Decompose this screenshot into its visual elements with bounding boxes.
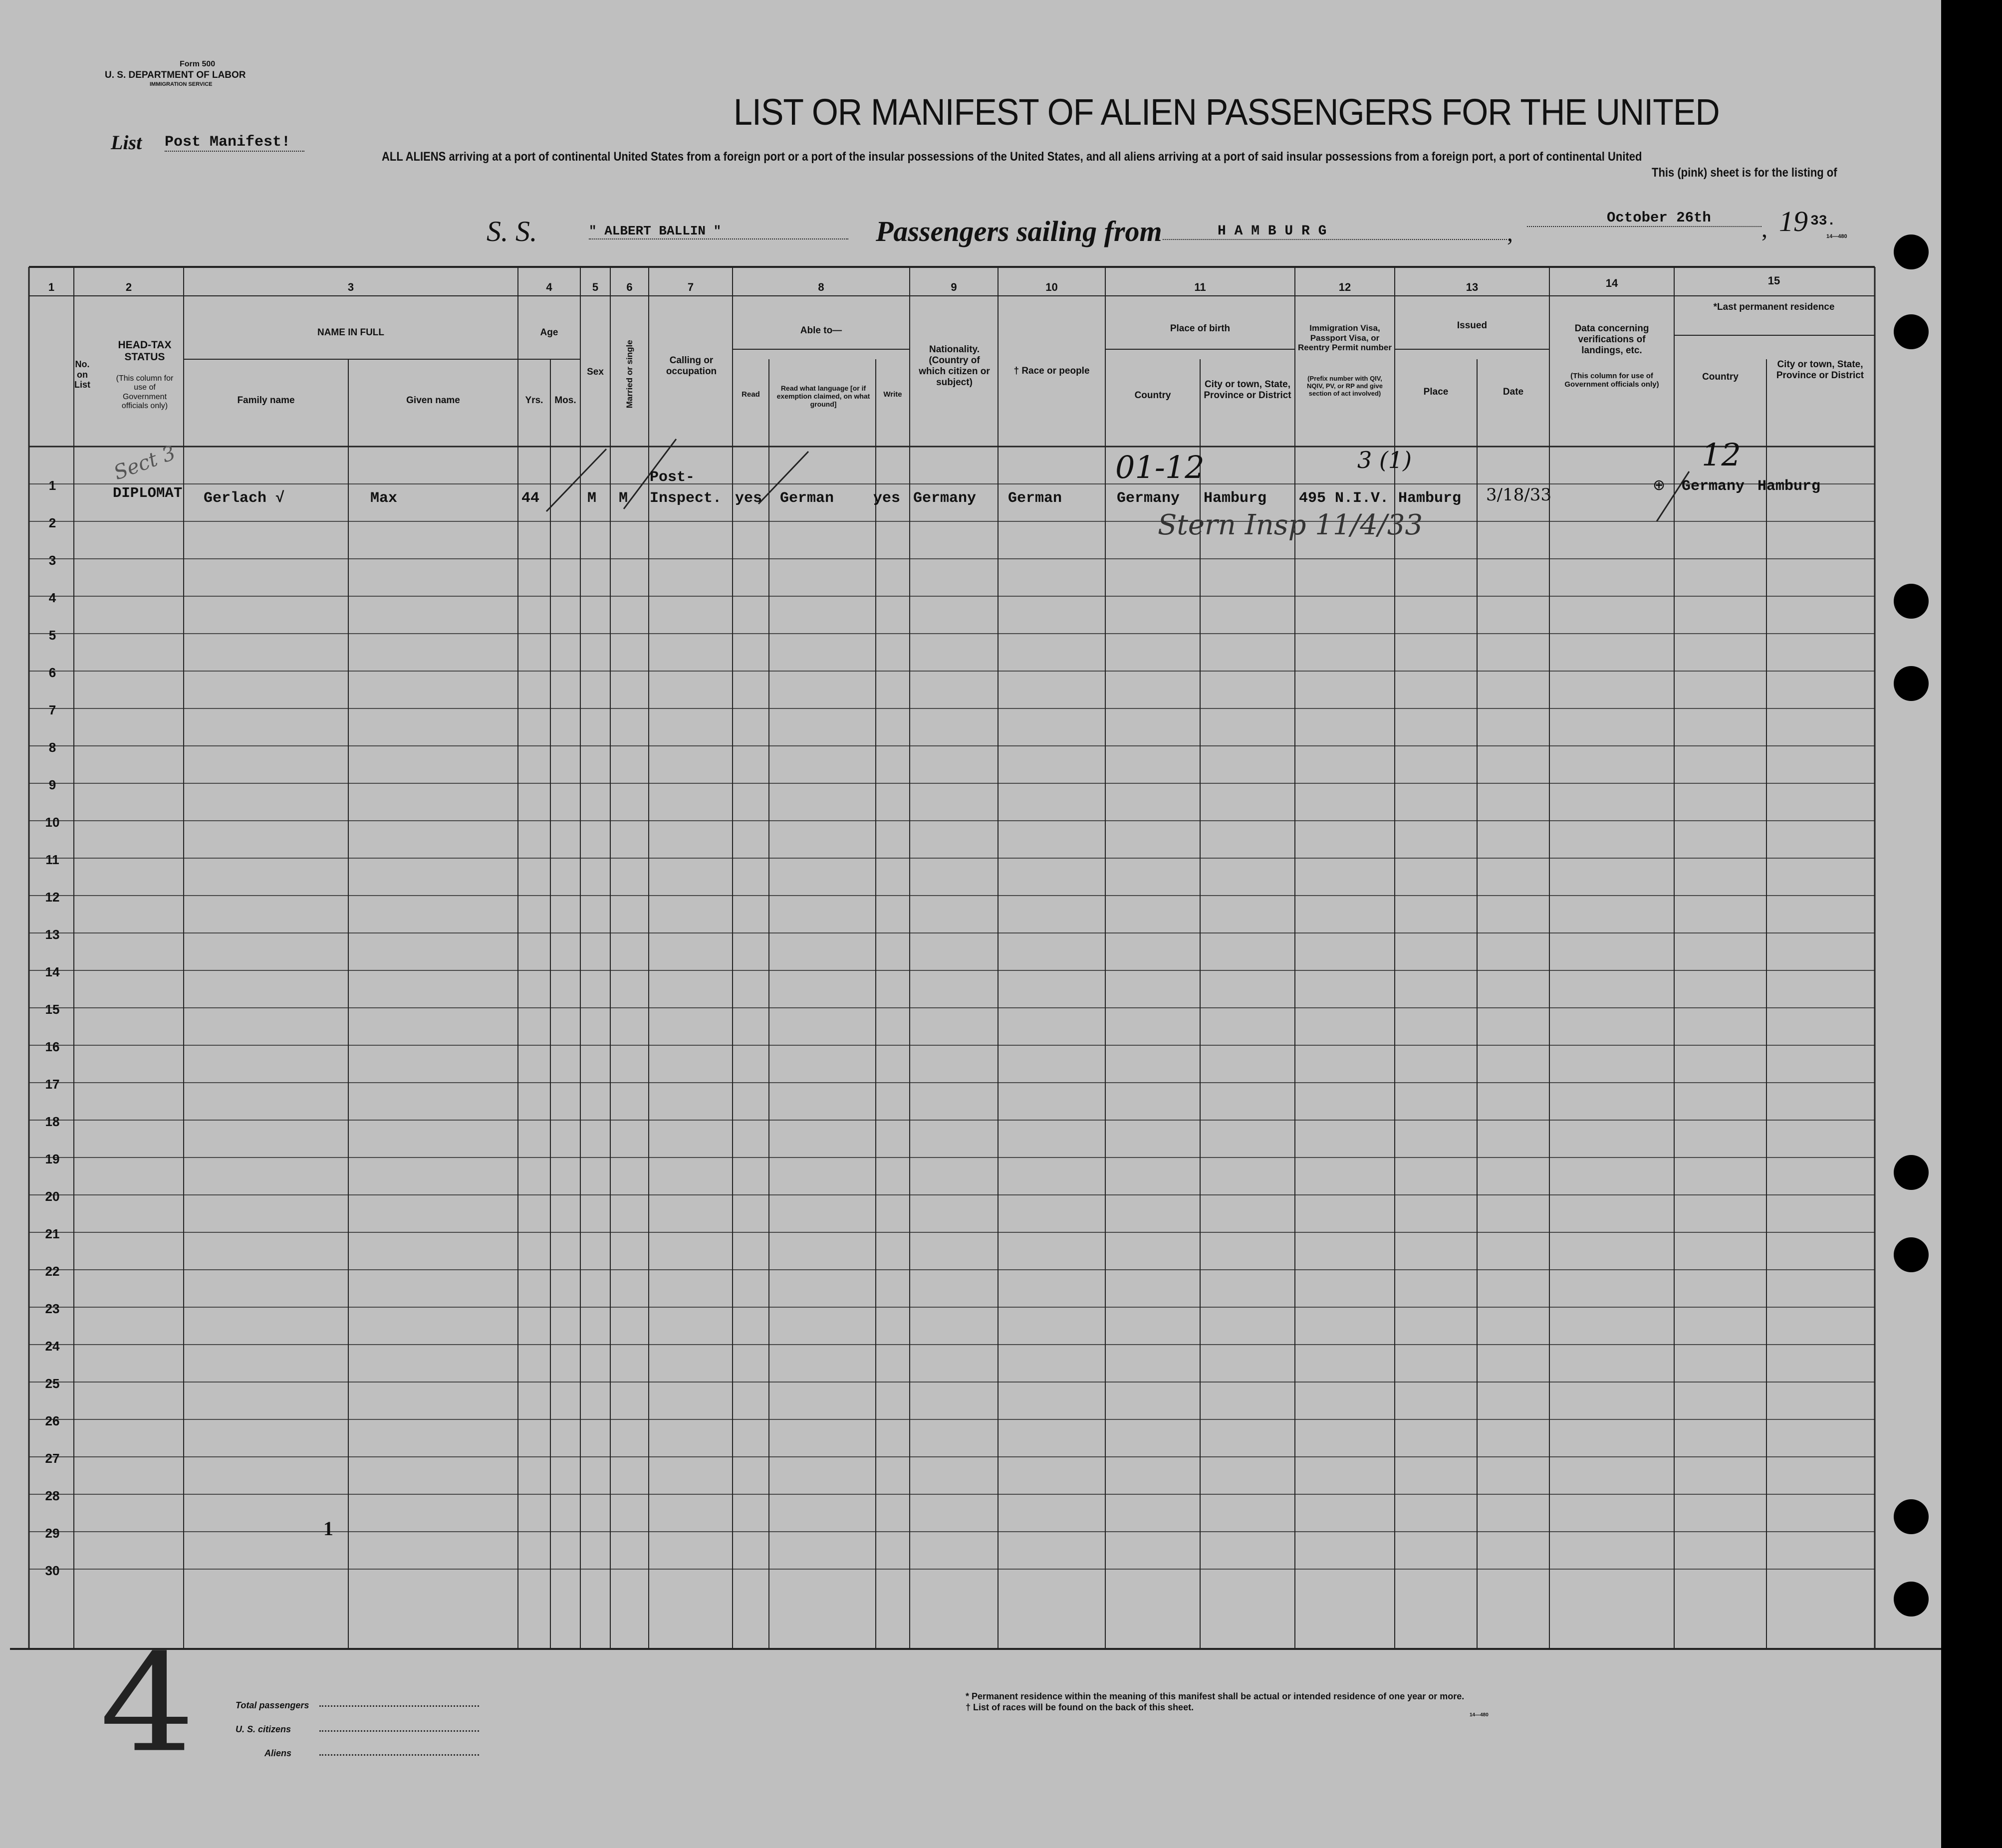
- inspector-stamp: Stern Insp 11/4/33: [1158, 509, 1423, 541]
- nationality: Germany: [913, 490, 977, 507]
- service-name: IMMIGRATION SERVICE: [150, 81, 213, 87]
- row-number: 12: [45, 890, 60, 905]
- header-mos: Mos.: [554, 395, 576, 406]
- issued-date: 3/18/33: [1486, 485, 1552, 505]
- col-num-10: 10: [1045, 281, 1058, 293]
- col-num-7: 7: [687, 281, 694, 293]
- row-number: 21: [45, 1226, 60, 1241]
- birth-country: Germany: [1117, 490, 1180, 507]
- header-name-in-full: NAME IN FULL: [317, 327, 385, 338]
- col-num-14: 14: [1605, 277, 1618, 289]
- title-instructions-2: This (pink) sheet is for the listing of: [1652, 166, 1837, 180]
- row-number: 14: [45, 964, 60, 979]
- col-num-3: 3: [347, 281, 354, 293]
- given-name: Max: [370, 490, 398, 507]
- row-number: 2: [48, 515, 56, 530]
- col-num-6: 6: [626, 281, 633, 293]
- col-num-8: 8: [818, 281, 824, 293]
- year-suffix: 33.: [1810, 214, 1836, 229]
- header-sex: Sex: [587, 367, 604, 377]
- header-able-to: Able to—: [800, 325, 842, 336]
- col-num-13: 13: [1466, 281, 1479, 293]
- header-place-of-birth: Place of birth: [1170, 323, 1231, 334]
- read-language: German: [780, 490, 834, 507]
- row-number: 5: [48, 628, 56, 643]
- row-number: 1: [48, 478, 56, 493]
- header-read: Read: [742, 390, 760, 399]
- row-number: 17: [45, 1077, 60, 1092]
- row-number: 8: [48, 740, 56, 755]
- header-birth-city: City or town, State, Province or District: [1204, 379, 1291, 401]
- row-number: 26: [45, 1413, 60, 1428]
- header-given-name: Given name: [406, 395, 460, 406]
- comma-2: ,: [1761, 216, 1767, 242]
- header-issued-place: Place: [1423, 387, 1449, 397]
- row-number: 25: [45, 1376, 60, 1391]
- race: German: [1008, 490, 1062, 507]
- row-number: 3: [48, 553, 56, 568]
- sailing-label: Passengers sailing from: [876, 215, 1162, 247]
- aliens-field: [319, 1754, 479, 1756]
- row-number: 7: [48, 702, 56, 717]
- ss-label: S. S.: [487, 215, 537, 247]
- footer-code: 14—480: [1470, 1712, 1489, 1718]
- age-years: 44: [521, 490, 540, 507]
- visa-annotation: 3 (1): [1357, 447, 1412, 473]
- header-head-tax-note: (This column for use of Government officials only): [116, 374, 174, 411]
- title-instructions: ALL ALIENS arriving at a port of continental United States from a foreign port or a port of the insular possessions of the United States, and all aliens arriving at a port of said insular possessions from a foreign port, a port of continental United: [382, 150, 1642, 164]
- punch-hole: [1894, 1155, 1929, 1190]
- row-number: 28: [45, 1488, 60, 1503]
- sex: M: [587, 490, 597, 507]
- issued-place: Hamburg: [1398, 490, 1462, 507]
- row-number: 20: [45, 1189, 60, 1204]
- residence-city: Hamburg: [1757, 478, 1821, 495]
- header-age: Age: [540, 327, 558, 338]
- row-number: 6: [48, 665, 56, 680]
- row-number: 16: [45, 1039, 60, 1054]
- header-issued: Issued: [1457, 320, 1488, 331]
- punch-hole: [1894, 1237, 1929, 1272]
- total-passengers-label: Total passengers: [236, 1700, 309, 1710]
- can-write: yes: [873, 490, 901, 507]
- verification-mark: ⊕: [1653, 477, 1666, 493]
- col-num-5: 5: [592, 281, 599, 293]
- punch-hole: [1894, 314, 1929, 349]
- row-number: 9: [48, 777, 56, 792]
- header-last-residence: *Last permanent residence: [1713, 302, 1835, 312]
- comma-1: ,: [1507, 220, 1513, 246]
- header-calling: Calling or occupation: [666, 355, 717, 377]
- can-read: yes: [735, 490, 762, 507]
- head-tax-status: DIPLOMAT: [113, 485, 183, 501]
- corner-code: 14—480: [1826, 233, 1847, 239]
- col-num-12: 12: [1338, 281, 1351, 293]
- form-number: Form 500: [180, 60, 216, 68]
- header-issued-date: Date: [1502, 387, 1524, 397]
- row-number: 30: [45, 1563, 60, 1578]
- punch-hole: [1894, 666, 1929, 701]
- footer-note-races: † List of races will be found on the back of this sheet.: [966, 1702, 1194, 1712]
- punch-hole: [1894, 234, 1929, 269]
- birth-city: Hamburg: [1204, 490, 1267, 507]
- row-number: 11: [45, 852, 59, 867]
- header-verification-note: (This column for use of Government officials only): [1564, 372, 1659, 389]
- header-write: Write: [883, 390, 902, 399]
- corner-number: 4: [100, 1625, 195, 1782]
- binding-edge: [1944, 0, 2002, 1848]
- punch-hole: [1894, 584, 1929, 619]
- birth-code-annotation: 01-12: [1115, 449, 1205, 485]
- row-number: 15: [45, 1002, 60, 1017]
- header-verification: Data concerning verifications of landings, etc.: [1574, 323, 1649, 356]
- header-no-on-list: No. on List: [74, 359, 90, 390]
- ship-name: " ALBERT BALLIN ": [589, 224, 848, 239]
- age-stroke: [546, 449, 606, 511]
- year-prefix: 19: [1779, 205, 1808, 237]
- header-yrs: Yrs.: [525, 395, 543, 406]
- header-married-single: Married or single: [625, 340, 635, 409]
- row-number: 24: [45, 1339, 60, 1354]
- punch-hole: [1894, 1499, 1929, 1534]
- marital-status: M: [619, 490, 628, 507]
- departure-port: H A M B U R G: [1163, 224, 1507, 240]
- row-number: 13: [45, 927, 60, 942]
- occupation-line-1: Post-: [650, 469, 695, 486]
- row-number: 4: [48, 590, 56, 605]
- header-res-city: City or town, State, Province or District: [1776, 359, 1864, 381]
- page-title: LIST OR MANIFEST OF ALIEN PASSENGERS FOR THE UNITED: [734, 91, 1720, 133]
- row-number: 18: [45, 1114, 60, 1129]
- head-tax-handwriting: Sect 3: [110, 441, 179, 485]
- occupation-line-2: Inspect.: [650, 490, 722, 507]
- footer-note-residence: * Permanent residence within the meaning of this manifest shall be actual or intended residence of one year or more.: [966, 1691, 1465, 1701]
- row-number: 27: [45, 1451, 60, 1466]
- us-citizens-label: U. S. citizens: [236, 1724, 291, 1734]
- residence-country: Germany: [1682, 478, 1745, 495]
- punch-hole: [1894, 1582, 1929, 1617]
- header-res-country: Country: [1702, 372, 1739, 382]
- page-tally: 1: [323, 1517, 333, 1540]
- col-num-9: 9: [951, 281, 957, 293]
- header-birth-country: Country: [1134, 390, 1171, 401]
- col-num-15: 15: [1767, 274, 1780, 287]
- department-name: U. S. DEPARTMENT OF LABOR: [105, 70, 246, 80]
- residence-code-annotation: 12: [1702, 437, 1741, 473]
- col-num-4: 4: [546, 281, 552, 293]
- list-label: List: [111, 131, 142, 154]
- col-num-11: 11: [1194, 281, 1206, 293]
- family-name: Gerlach √: [204, 490, 285, 507]
- col-num-2: 2: [125, 281, 132, 293]
- row-number: 10: [45, 815, 60, 830]
- header-visa-note: (Prefix number with QIV, NQIV, PV, or RP and give section of act involved): [1307, 375, 1383, 397]
- header-read-language: Read what language [or if exemption claimed, on what ground]: [776, 384, 870, 409]
- row-number: 29: [45, 1526, 60, 1541]
- row-number: 22: [45, 1264, 60, 1279]
- header-family-name: Family name: [237, 395, 295, 406]
- header-race: † Race or people: [1013, 366, 1090, 376]
- visa-number: 495 N.I.V.: [1299, 490, 1389, 507]
- total-passengers-field: [319, 1705, 479, 1707]
- row-number: 19: [45, 1152, 60, 1166]
- aliens-label: Aliens: [264, 1748, 292, 1758]
- header-nationality: Nationality. (Country of which citizen or subject): [919, 344, 990, 388]
- row-number: 23: [45, 1301, 60, 1316]
- list-value: Post Manifest!: [165, 134, 304, 152]
- us-citizens-field: [319, 1730, 479, 1732]
- sailing-date: October 26th: [1527, 210, 1761, 227]
- header-visa: Immigration Visa, Passport Visa, or Reentry Permit number: [1298, 323, 1392, 353]
- header-head-tax: HEAD-TAX STATUS: [118, 339, 172, 363]
- col-num-1: 1: [48, 281, 55, 293]
